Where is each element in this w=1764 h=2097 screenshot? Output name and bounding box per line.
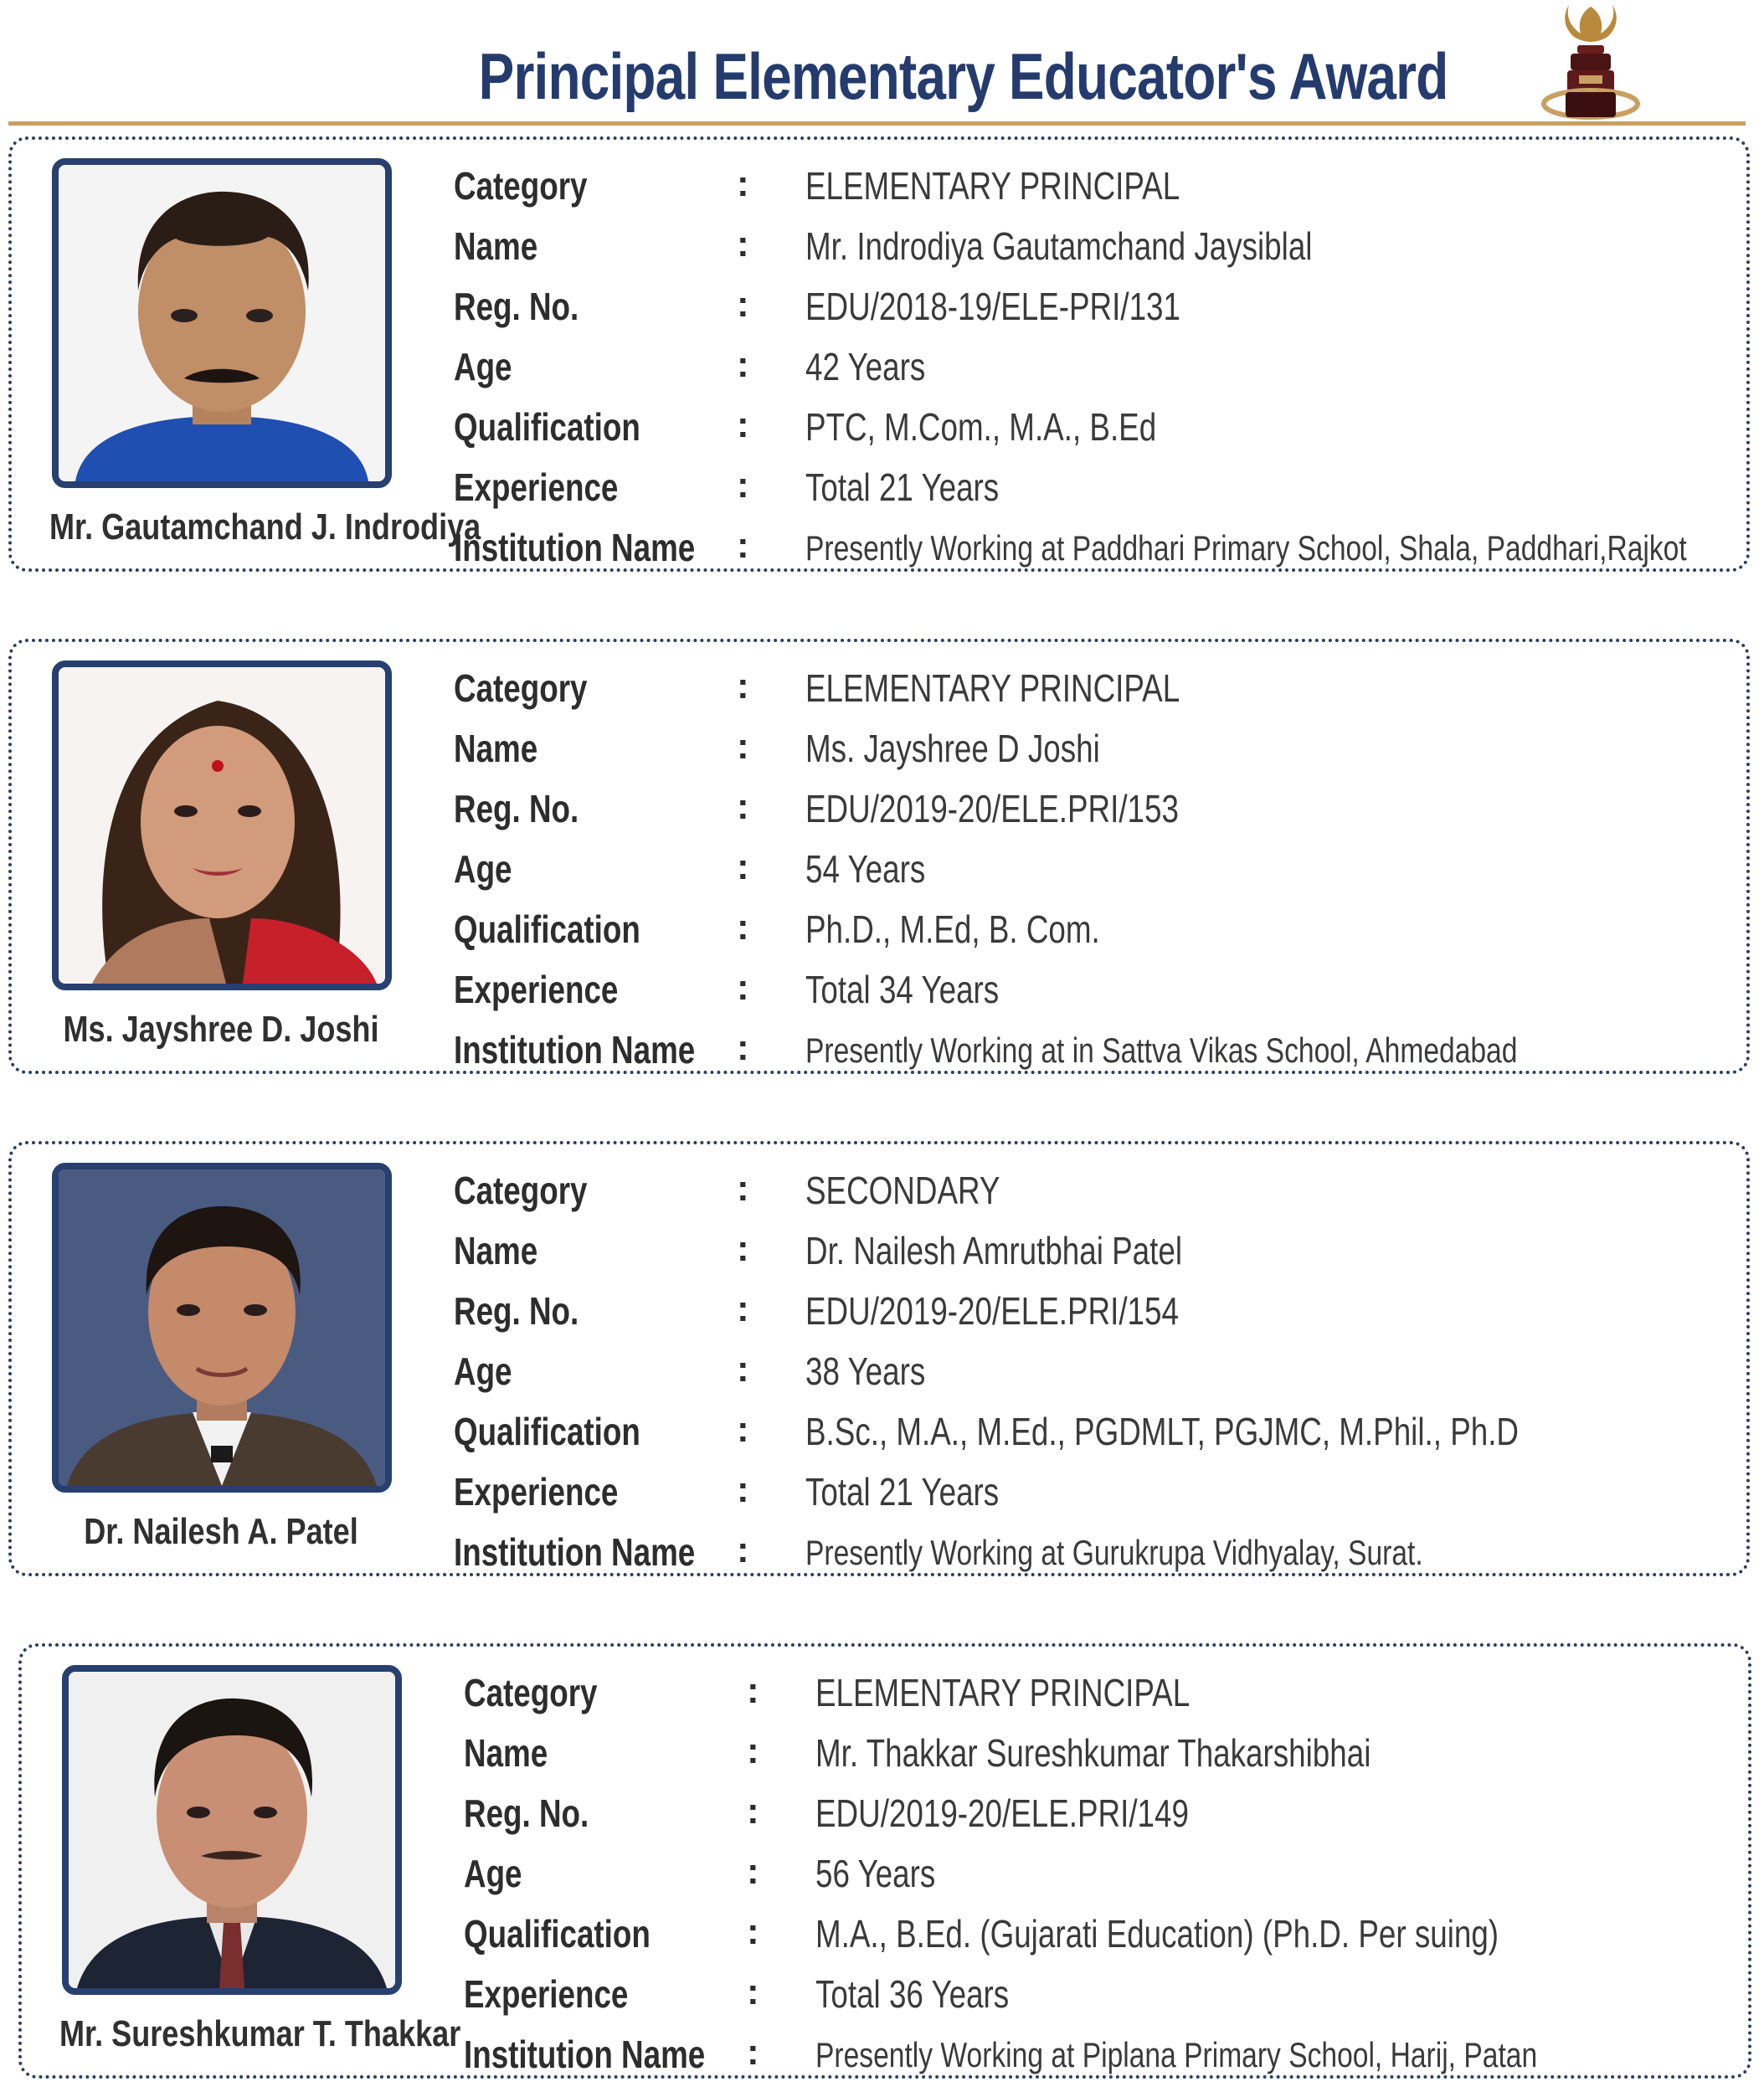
row-reg-no (454, 277, 1743, 337)
row-qualification (454, 900, 1743, 960)
row-name (454, 217, 1743, 277)
value-age: 38 Years (805, 1349, 926, 1393)
separator: : (737, 224, 749, 265)
value-reg-no: EDU/2018-19/ELE-PRI/131 (805, 285, 1180, 328)
separator: : (747, 1670, 759, 1711)
awardee-card (8, 639, 1750, 1074)
separator: : (747, 1730, 759, 1771)
label: Age (454, 1349, 512, 1393)
row-category (454, 659, 1743, 719)
row-age (454, 337, 1743, 398)
page-title: Principal Elementary Educator's Award (478, 39, 1448, 113)
label: Age (464, 1852, 522, 1895)
separator: : (737, 967, 749, 1008)
awardee-card (8, 1141, 1750, 1576)
value-category: SECONDARY (805, 1169, 1000, 1212)
value-experience: Total 34 Years (805, 968, 1000, 1011)
row-category (464, 1663, 1753, 1724)
separator: : (737, 284, 749, 325)
label: Name (454, 1229, 538, 1272)
value-age: 54 Years (805, 847, 926, 891)
page-header (0, 0, 1764, 134)
separator: : (747, 2032, 759, 2073)
value-name: Dr. Nailesh Amrutbhai Patel (805, 1229, 1182, 1272)
label: Age (454, 847, 512, 891)
value-experience: Total 36 Years (815, 1972, 1010, 2016)
awardee-card (18, 1643, 1751, 2079)
label: Age (454, 345, 512, 388)
awardee-details (454, 157, 1743, 578)
separator: : (737, 1469, 749, 1510)
label: Institution Name (454, 1530, 696, 1574)
awardee-photo (52, 660, 392, 990)
row-experience (454, 1462, 1743, 1523)
label: Category (464, 1671, 598, 1714)
value-institution: Presently Working at Piplana Primary School, Harij, Patan (815, 2035, 1538, 2074)
value-category: ELEMENTARY PRINCIPAL (805, 164, 1180, 208)
label: Name (464, 1731, 548, 1775)
label: Qualification (454, 907, 640, 951)
awardee-caption: Mr. Sureshkumar T. Thakkar (59, 2013, 461, 2054)
separator: : (747, 1851, 759, 1892)
label: Reg. No. (454, 285, 579, 328)
awardee-photo (62, 1665, 402, 1995)
row-experience (454, 458, 1743, 518)
label: Reg. No. (454, 1289, 579, 1333)
value-institution: Presently Working at Gurukrupa Vidhyalay, Surat. (805, 1533, 1423, 1572)
row-institution (464, 2025, 1753, 2085)
value-name: Ms. Jayshree D Joshi (805, 727, 1100, 770)
label: Experience (454, 1470, 619, 1514)
separator: : (737, 786, 749, 827)
row-reg-no (454, 1282, 1743, 1342)
value-experience: Total 21 Years (805, 465, 1000, 509)
portrait-man-mustache-icon (59, 165, 385, 481)
separator: : (737, 726, 749, 767)
separator: : (737, 1027, 749, 1068)
portrait-man-suit-icon (59, 1169, 385, 1486)
value-qualification: M.A., B.Ed. (Gujarati Education) (Ph.D. Per suing) (815, 1912, 1499, 1956)
label: Name (454, 727, 538, 770)
row-institution (454, 1020, 1743, 1081)
value-category: ELEMENTARY PRINCIPAL (805, 666, 1180, 710)
label: Qualification (454, 1410, 640, 1453)
awardee-details (454, 659, 1743, 1081)
row-age (454, 1342, 1743, 1402)
awardee-caption: Ms. Jayshree D. Joshi (63, 1009, 379, 1050)
label: Reg. No. (454, 787, 579, 830)
portrait-man-tie-icon (69, 1672, 395, 1988)
label: Experience (454, 968, 619, 1011)
row-category (454, 157, 1743, 217)
row-name (464, 1724, 1753, 1784)
separator: : (737, 846, 749, 887)
label: Category (454, 164, 588, 208)
separator: : (737, 1168, 749, 1209)
separator: : (737, 163, 749, 204)
value-experience: Total 21 Years (805, 1470, 1000, 1514)
label: Experience (464, 1972, 629, 2016)
label: Experience (454, 465, 619, 509)
separator: : (737, 1228, 749, 1269)
separator: : (737, 666, 749, 707)
portrait-woman-icon (59, 667, 385, 984)
value-institution: Presently Working at in Sattva Vikas School, Ahmedabad (805, 1031, 1518, 1070)
separator: : (747, 1911, 759, 1952)
separator: : (737, 1288, 749, 1329)
row-age (464, 1844, 1753, 1904)
label: Institution Name (454, 1028, 696, 1072)
separator: : (737, 1349, 749, 1390)
row-age (454, 840, 1743, 900)
awardee-card (8, 136, 1750, 572)
row-experience (454, 960, 1743, 1020)
label: Institution Name (464, 2033, 706, 2076)
row-qualification (464, 1904, 1753, 1965)
awardee-details (464, 1663, 1753, 2085)
row-qualification (454, 398, 1743, 458)
awardee-photo (52, 1163, 392, 1493)
separator: : (737, 344, 749, 385)
row-reg-no (454, 779, 1743, 840)
value-category: ELEMENTARY PRINCIPAL (815, 1671, 1191, 1714)
value-reg-no: EDU/2019-20/ELE.PRI/154 (805, 1289, 1179, 1333)
separator: : (737, 404, 749, 445)
row-name (454, 719, 1743, 779)
row-qualification (454, 1402, 1743, 1462)
value-age: 42 Years (805, 345, 926, 388)
value-reg-no: EDU/2019-20/ELE.PRI/153 (805, 787, 1179, 830)
row-institution (454, 518, 1743, 578)
awardee-details (454, 1161, 1743, 1583)
header-divider (8, 121, 1746, 126)
row-name (454, 1221, 1743, 1282)
separator: : (737, 1409, 749, 1450)
value-qualification: B.Sc., M.A., M.Ed., PGDMLT, PGJMC, M.Phil., Ph.D (805, 1410, 1520, 1453)
row-category (454, 1161, 1743, 1221)
awardee-photo (52, 158, 392, 488)
awardee-caption: Mr. Gautamchand J. Indrodiya (49, 506, 481, 547)
value-qualification: Ph.D., M.Ed, B. Com. (805, 907, 1100, 951)
separator: : (737, 1529, 749, 1570)
value-age: 56 Years (815, 1852, 936, 1895)
value-name: Mr. Thakkar Sureshkumar Thakarshibhai (815, 1731, 1371, 1775)
label: Name (454, 224, 538, 268)
value-reg-no: EDU/2019-20/ELE.PRI/149 (815, 1791, 1189, 1835)
label: Reg. No. (464, 1791, 589, 1835)
label: Institution Name (454, 526, 696, 569)
row-reg-no (464, 1784, 1753, 1844)
separator: : (747, 1791, 759, 1832)
row-experience (464, 1965, 1753, 2025)
label: Qualification (454, 405, 640, 449)
value-name: Mr. Indrodiya Gautamchand Jaysiblal (805, 224, 1313, 268)
label: Category (454, 1169, 588, 1212)
value-qualification: PTC, M.Com., M.A., B.Ed (805, 405, 1157, 449)
label: Qualification (464, 1912, 651, 1956)
separator: : (737, 907, 749, 948)
label: Category (454, 666, 588, 710)
row-institution (454, 1523, 1743, 1583)
separator: : (747, 1971, 759, 2012)
trophy-icon (1540, 0, 1641, 126)
separator: : (737, 525, 749, 566)
awardee-caption: Dr. Nailesh A. Patel (84, 1511, 358, 1552)
separator: : (737, 465, 749, 506)
value-institution: Presently Working at Paddhari Primary School, Shala, Paddhari,Rajkot (805, 528, 1687, 568)
